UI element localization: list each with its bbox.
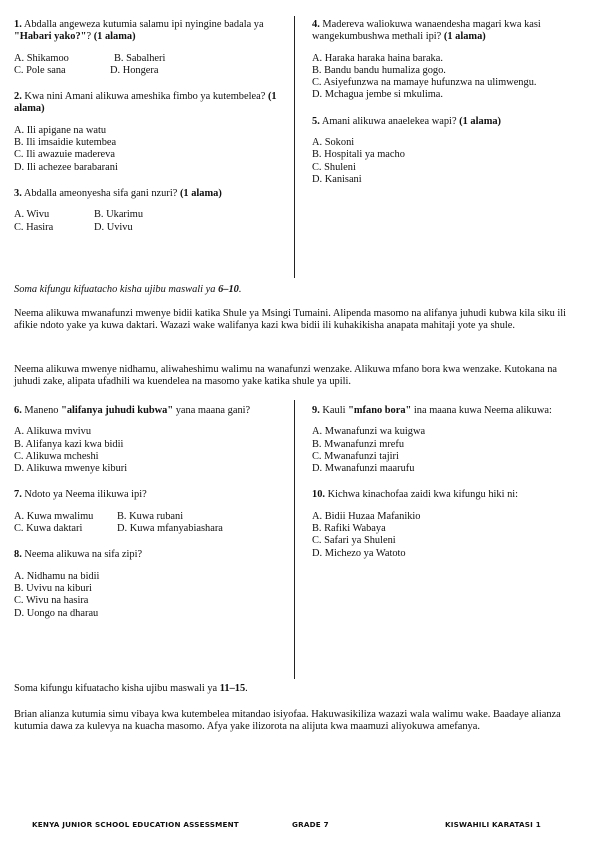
option-d: D. Ili achezee barabarani (14, 161, 118, 173)
footer-assessment-name: KENYA JUNIOR SCHOOL EDUCATION ASSESSMENT (32, 820, 239, 829)
question-marks: (1 alama) (459, 115, 502, 127)
section-2-left-column (14, 405, 279, 630)
instruction-11-15 (14, 683, 248, 694)
option-c: C. Pole sana (14, 64, 66, 76)
question-marks: (1 alama) (179, 187, 222, 199)
option-b: B. Ili imsaidie kutembea (14, 137, 117, 149)
instruction-text: Soma kifungu kifuatacho kisha ujibu maswali ya (14, 284, 216, 295)
passage-paragraph: Brian alianza kutumia simu vibaya kwa kutembelea mitandao isiyofaa. Hakuwasikiliza wazazi wala walimu wake. Baadaye alianza kutumia dawa za kulevya na kuacha masomo. Afya yake ilizorota na alijuta kwa maamuzi aliyokuwa amefanya. (14, 709, 561, 733)
question-number: 1. (14, 19, 22, 30)
option-c: C. Safari ya Shuleni (312, 535, 396, 547)
option-c: C. Kuwa daktari (14, 523, 83, 535)
option-b: B. Rafiki Wabaya (312, 523, 386, 535)
question-marks: (1 alama) (14, 91, 277, 115)
option-c: C. Hasira (14, 221, 54, 233)
option-b: B. Bandu bandu humaliza gogo. (312, 64, 446, 76)
question-number: 5. (312, 115, 320, 127)
option-d: D. Kanisani (312, 173, 362, 185)
column-divider (294, 16, 295, 278)
question-5 (312, 116, 584, 186)
footer-paper-name: KISWAHILI KARATASI 1 (445, 820, 541, 829)
question-text: Neema alikuwa na sifa zipi? (24, 549, 143, 561)
question-2 (14, 91, 279, 174)
option-b: B. Uvivu na kiburi (14, 582, 92, 594)
question-text: Abdalla ameonyesha sifa gani nzuri? (23, 187, 178, 199)
question-quote: "mfano bora" (348, 405, 412, 416)
option-a: A. Nidhamu na bidii (14, 570, 100, 582)
option-b: B. Kuwa rubani (117, 510, 184, 522)
passage-paragraph: Neema alikuwa mwenye nidhamu, aliwaheshimu walimu na wanafunzi wenzake. Alikuwa mfano bora kwa wenzake. Kutokana na juhudi zake, alipata ufadhili wa kuendelea na masomo yake katika shule ya upili. (14, 364, 558, 388)
question-number: 2. (14, 91, 22, 103)
question-text: ina maana kuwa Neema alikuwa: (413, 405, 552, 416)
option-d: D. Kuwa mfanyabiashara (117, 523, 223, 535)
question-text: Abdalla angeweza kutumia salamu ipi nyingine badala ya (23, 19, 264, 30)
option-a: A. Ili apigane na watu (14, 124, 107, 136)
question-4 (312, 19, 584, 102)
footer-grade: GRADE 7 (292, 820, 329, 829)
option-d: D. Alikuwa mwenye kiburi (14, 463, 128, 475)
option-c: C. Mwanafunzi tajiri (312, 450, 399, 462)
question-marks: (1 alama) (443, 31, 486, 43)
option-row (14, 53, 279, 65)
option-row (14, 511, 279, 523)
question-8 (14, 549, 279, 619)
option-c: C. Wivu na hasira (14, 595, 89, 607)
question-9 (312, 405, 584, 475)
option-b: B. Hospitali ya macho (312, 149, 405, 161)
option-a: A. Mwanafunzi wa kuigwa (312, 426, 426, 438)
option-row (14, 209, 279, 221)
question-text: Ndoto ya Neema ilikuwa ipi? (24, 489, 147, 501)
option-b: B. Sabalheri (114, 52, 166, 64)
instruction-range: 11–15 (219, 683, 246, 694)
option-c: C. Shuleni (312, 161, 356, 173)
question-text: Kichwa kinachofaa zaidi kwa kifungu hiki ni: (327, 489, 519, 501)
option-a: A. Alikuwa mvivu (14, 426, 92, 438)
question-number: 4. (312, 19, 320, 30)
question-number: 7. (14, 489, 22, 501)
option-c: C. Alikuwa mcheshi (14, 450, 99, 462)
question-text: Kauli (322, 405, 346, 416)
question-text: Kwa nini Amani alikuwa ameshika fimbo ya kutembelea? (24, 91, 266, 103)
question-number: 3. (14, 187, 22, 199)
instruction-range: 6–10 (218, 284, 239, 295)
instruction-end: . (238, 284, 242, 295)
question-7 (14, 489, 279, 535)
instruction-text: Soma kifungu kifuatacho kisha ujibu maswali ya (14, 683, 218, 694)
question-1 (14, 19, 279, 77)
question-marks: (1 alama) (93, 31, 136, 43)
option-d: D. Hongera (110, 64, 159, 76)
option-d: D. Michezo ya Watoto (312, 547, 406, 559)
option-a: A. Haraka haraka haina baraka. (312, 52, 443, 64)
option-a: A. Wivu (14, 209, 50, 221)
question-text: Madereva waliokuwa wanaendesha magari kwa kasi wangekumbushwa methali ipi? (312, 19, 541, 43)
instruction-6-10 (14, 284, 241, 295)
section-2-right-column (312, 405, 584, 570)
option-b: B. Mwanafunzi mrefu (312, 438, 405, 450)
option-a: A. Kuwa mwalimu (14, 510, 94, 522)
question-quote: "Habari yako?" (14, 31, 87, 43)
option-b: B. Ukarimu (94, 209, 144, 221)
question-text: Amani alikuwa anaelekea wapi? (321, 115, 457, 127)
question-text: Maneno (24, 405, 59, 416)
option-row (14, 222, 279, 234)
question-3 (14, 188, 279, 234)
passage-paragraph: Neema alikuwa mwanafunzi mwenye bidii katika Shule ya Msingi Tumaini. Alipenda masomo na alifanya juhudi kubwa kila siku ili afikie ndoto yake ya kuwa daktari. Wazazi wake walifanya kazi kwa bidii ili kuhakikisha anapata mahitaji yote ya shule. (14, 308, 567, 332)
section-1-left-column (14, 19, 279, 244)
question-text: yana maana gani? (175, 405, 251, 416)
option-d: D. Mwanafunzi maarufu (312, 463, 415, 475)
option-b: B. Alifanya kazi kwa bidii (14, 438, 124, 450)
question-tail: ? (86, 31, 92, 43)
instruction-end: . (245, 683, 248, 694)
option-c: C. Asiyefunzwa na mamaye hufunzwa na ulimwengu. (312, 77, 537, 89)
option-d: D. Mchagua jembe si mkulima. (312, 89, 444, 101)
question-number: 8. (14, 549, 22, 561)
column-divider (294, 400, 295, 679)
question-10 (312, 489, 584, 559)
option-a: A. Bidii Huzaa Mafanikio (312, 510, 421, 522)
option-row (14, 523, 279, 535)
question-number: 6. (14, 405, 22, 416)
section-1-right-column (312, 19, 584, 196)
question-quote: "alifanya juhudi kubwa" (61, 405, 174, 416)
option-d: D. Uvivu (94, 221, 133, 233)
question-number: 10. (312, 489, 325, 501)
option-row (14, 65, 279, 77)
question-6 (14, 405, 279, 475)
option-d: D. Uongo na dharau (14, 607, 99, 619)
option-c: C. Ili awazuie madereva (14, 149, 115, 161)
question-number: 9. (312, 405, 320, 416)
option-a: A. Sokoni (312, 137, 355, 149)
option-a: A. Shikamoo (14, 52, 69, 64)
